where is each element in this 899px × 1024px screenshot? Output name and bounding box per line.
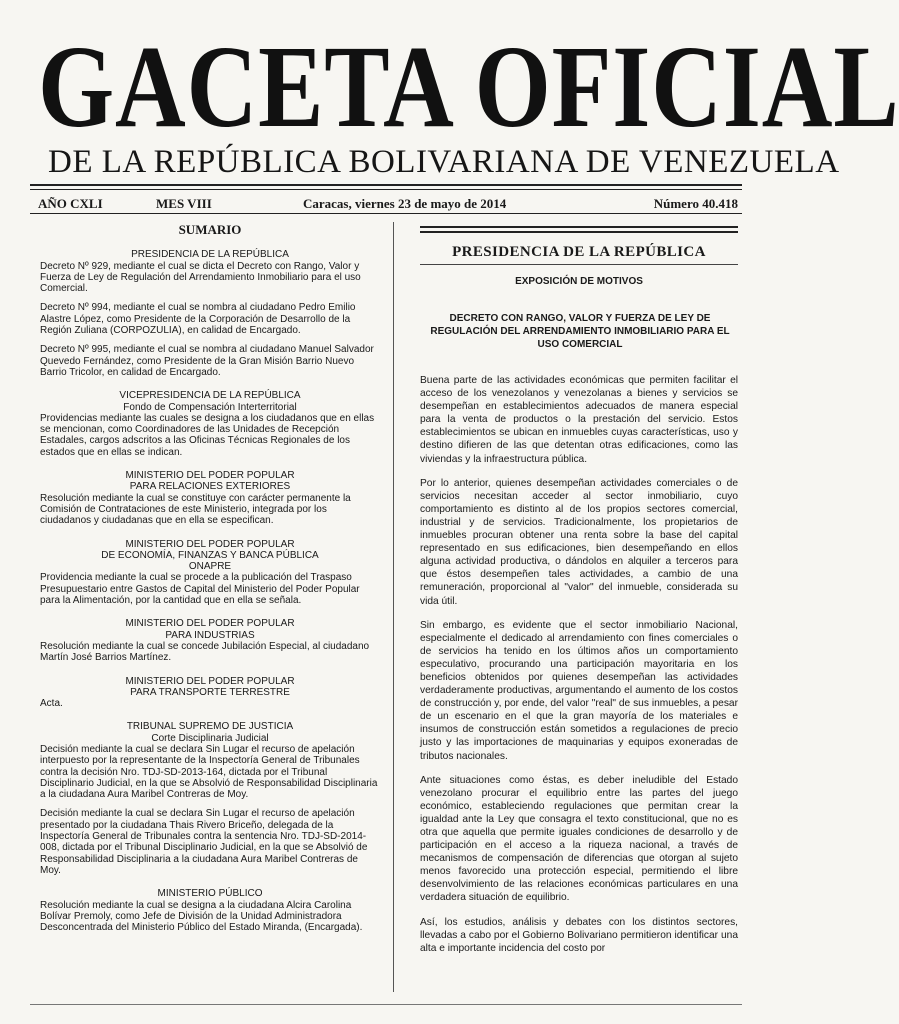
header-rule-top bbox=[30, 184, 742, 186]
sumario-column bbox=[40, 224, 380, 945]
motivos-paragraph: Sin embargo, es evidente que el sector inmobiliario Nacional, especialmente el dedicado al arrendamiento con fines comerciales o de servicios ha tenido en los últimos años un comportamiento especulativo, procurando una participación mayoritaria en los beneficios obtenidos por quienes desempeñan las actividades verdaderamente productivas, argumentando el aumento de los costos de construcción y, por ende, del valor "real" de sus inmuebles, a pesar de un escenario en el que la gran mayoría de los materiales e insumos de construcción están sometidos a regulaciones de precio justo y las importaciones de maquinarias y equipos exoneradas de tributos nacionales. bbox=[420, 619, 738, 762]
sumario-section bbox=[40, 390, 380, 458]
sumario-entry: Resolución mediante la cual se designa a la ciudadana Alcira Carolina Bolívar Premoly, como Jefe de División de la Unidad Administradora Desconcentrada del Ministerio Público del Estado Miranda, (Encargada). bbox=[40, 899, 363, 934]
right-header-bars bbox=[420, 226, 738, 236]
sumario-section-heading: PARA INDUSTRIAS bbox=[165, 629, 255, 641]
motivos-paragraph: Así, los estudios, análisis y debates con los distintos sectores, llevadas a cabo por el Gobierno Bolivariano permitieron identificar una alta e importante incidencia del costo por bbox=[420, 916, 738, 954]
newspaper-title: GACETA OFICIAL bbox=[38, 21, 899, 152]
sumario-entry: Resolución mediante la cual se concede Jubilación Especial, al ciudadano Martín José Barrios Martínez. bbox=[40, 640, 370, 664]
sumario-section bbox=[40, 888, 380, 933]
sumario-entry: Providencias mediante las cuales se designa a los ciudadanos que en ellas se mencionan, como Coordinadores de las Unidades de Recepción Estadales, cargos adscritos a las Oficinas Técnicas Regionales de los estados que en ellas se indican. bbox=[40, 412, 375, 458]
sumario-section-heading: MINISTERIO DEL PODER POPULAR bbox=[125, 470, 295, 482]
sumario-title: SUMARIO bbox=[178, 222, 242, 237]
sumario-entry: Resolución mediante la cual se constituye con carácter permanente la Comisión de Contrataciones de este Ministerio, integrada por los ciudadanos y ciudadanas que en ella se especifican. bbox=[40, 492, 351, 527]
motivos-paragraph: Buena parte de las actividades económicas que permiten facilitar el acceso de los venezolanos y venezolanas a bienes y servicios se desempeñan en establecimientos adecuados de manera especial para la venta de productos o la prestación del servicio. Estos establecimientos se ubican en inmuebles cuyas características, uso y destino difieren de las que detentan otras edificaciones, como las viviendas y la infraestructura pública. bbox=[420, 375, 738, 465]
issue-year: AÑO CXLI bbox=[38, 196, 103, 211]
motivos-paragraph: Por lo anterior, quienes desempeñan actividades comerciales o de servicios necesitan acceder al sector inmobiliario, cuyo comportamiento es distinto al de los propios sectores comercial, industrial y de servicios. Tradicionalmente, los propietarios de inmuebles procuran obtener una renta sobre la base del capital representado en sus edificaciones, bien desempeñando en ellos alguna actividad productiva, o dándolos en alquiler a terceros para que éstos desempeñen tales actividades, a cambio de una remuneración, proporcional al "valor" del inmueble, considerada su vida útil. bbox=[420, 477, 738, 607]
section-heading-presidencia: PRESIDENCIA DE LA REPÚBLICA bbox=[452, 244, 706, 260]
masthead bbox=[38, 21, 899, 180]
sumario-section-heading: MINISTERIO DEL PODER POPULAR bbox=[125, 675, 295, 687]
issue-number: Número 40.418 bbox=[653, 196, 738, 211]
issue-date: Caracas, viernes 23 de mayo de 2014 bbox=[303, 196, 507, 211]
sumario-section-heading: Corte Disciplinaria Judicial bbox=[151, 732, 269, 744]
sumario-entry: Decisión mediante la cual se declara Sin Lugar el recurso de apelación interpuesto por la representante de la Inspectoría General de Tribunales contra la decisión Nro. TDJ-SD-2013-164, dictada por el Tribunal Disciplinario Judicial, en la que se Absolvió de Responsabilidad Disciplinaria a la ciudadana Aura Maribel Contreras de Moy. bbox=[40, 743, 378, 801]
sumario-section-heading: Fondo de Compensación Interterritorial bbox=[123, 401, 297, 413]
motivos-body bbox=[420, 374, 738, 966]
sumario-entry: Decisión mediante la cual se declara Sin Lugar el recurso de apelación presentado por la ciudadana Thais Rivero Briceño, delegada de la Inspectoría General de Tribunales contra la sentencia Nro. TDJ-SD-2014-008, dictada por el Tribunal Disciplinario Judicial, en la que se Absolvió de Responsabilidad Disciplinaria a la ciudadana Aura Maribel Contreras de Moy. bbox=[40, 808, 368, 876]
sumario-section-heading: DE ECONOMÍA, FINANZAS Y BANCA PÚBLICA bbox=[101, 549, 319, 561]
sumario-entry: Providencia mediante la cual se procede a la publicación del Traspaso Presupuestario entre Gastos de Capital del Ministerio del Poder Popular para la Alimentación, por la cantidad que en ella se señala. bbox=[40, 572, 360, 607]
motivos-paragraph: Ante situaciones como éstas, es deber ineludible del Estado venezolano procurar el equilibrio entre las partes del juego económico, estableciendo regulaciones que permitan crear la igualdad ante la Ley que consagra el texto constitucional, que no es otra que aquella que permite iguales condiciones de desarrollo y de participación en el acceso a la riqueza nacional, a través de mecanismos de compensación de diferencias que otorgan al sujeto menos favorecido una protección especial, permitiendo el libre desenvolvimiento de las relaciones económicas particulares en una verdadera situación de equilibrio. bbox=[420, 774, 738, 904]
decreto-heading: DECRETO CON RANGO, VALOR Y FUERZA DE LEY DE REGULACIÓN DEL ARRENDAMIENTO INMOBILIARIO PARA EL USO COMERCIAL bbox=[430, 313, 730, 350]
column-divider bbox=[393, 222, 394, 992]
sumario-entry: Acta. bbox=[40, 698, 63, 710]
sumario-section-heading: MINISTERIO PÚBLICO bbox=[157, 888, 263, 900]
sumario-entry: Decreto Nº 995, mediante el cual se nombra al ciudadano Manuel Salvador Quevedo Fernández, como Presidente de la Gran Misión Barrio Nuevo Barrio Tricolor, en calidad de Encargado. bbox=[40, 344, 374, 378]
sumario-section bbox=[40, 539, 380, 607]
sumario-section bbox=[40, 470, 380, 526]
sumario-section-heading: PARA RELACIONES EXTERIORES bbox=[129, 481, 291, 493]
sumario-section bbox=[40, 249, 380, 378]
sumario-section bbox=[40, 676, 380, 710]
sumario-entry: Decreto Nº 994, mediante el cual se nombra al ciudadano Pedro Emilio Alastre López, como Presidente de la Corporación de Desarrollo de la Región Zuliana (CORPOZULIA), en calidad de Encargado. bbox=[40, 302, 356, 337]
sumario-section-heading: TRIBUNAL SUPREMO DE JUSTICIA bbox=[126, 721, 294, 733]
issue-month: MES VIII bbox=[156, 196, 212, 211]
sumario-sections bbox=[40, 249, 380, 933]
sumario-section-heading: MINISTERIO DEL PODER POPULAR bbox=[125, 538, 295, 550]
sumario-entry: Decreto Nº 929, mediante el cual se dicta el Decreto con Rango, Valor y Fuerza de Ley de Regulación del Arrendamiento Inmobiliario para el uso Comercial. bbox=[40, 260, 361, 295]
sumario-section bbox=[40, 618, 380, 663]
newspaper-subtitle: DE LA REPÚBLICA BOLIVARIANA DE VENEZUELA bbox=[48, 144, 840, 180]
header-rule-thin bbox=[30, 189, 742, 190]
sumario-section-heading: PARA TRANSPORTE TERRESTRE bbox=[130, 686, 290, 698]
section-rule bbox=[420, 264, 738, 265]
sumario-section bbox=[40, 721, 380, 876]
meta-rule bbox=[30, 213, 742, 214]
sumario-section-heading: PRESIDENCIA DE LA REPÚBLICA bbox=[131, 249, 289, 261]
bottom-rule bbox=[30, 1004, 742, 1005]
exposicion-heading: EXPOSICIÓN DE MOTIVOS bbox=[515, 276, 643, 287]
sumario-section-heading: ONAPRE bbox=[188, 561, 232, 573]
sumario-section-heading: VICEPRESIDENCIA DE LA REPÚBLICA bbox=[119, 390, 301, 402]
sumario-section-heading: MINISTERIO DEL PODER POPULAR bbox=[125, 618, 295, 630]
